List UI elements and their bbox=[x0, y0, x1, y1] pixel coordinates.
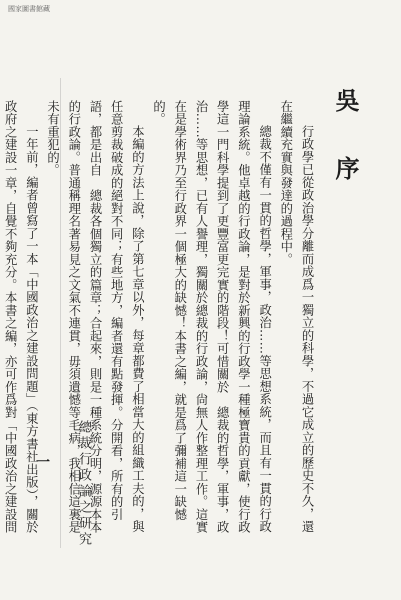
paragraph: 行政學已從政治學分離而成爲一獨立的科學，不過它成立的歷史不久，還在繼續充實與發達的過程中。 bbox=[278, 100, 314, 533]
preface-body bbox=[0, 100, 317, 540]
library-stamp: 國家圖書館藏 bbox=[8, 6, 50, 13]
paragraph: 本編的方法上說，除了第七章以外，每章都費了相當大的組織工夫的，與任意剪裁破成的絕對不同；有些地方，編者還有點發揮。分開看，所有的引語，都是出自 總裁各個獨立的篇章；合起來，則是一種系統分明，源源本本的行政論。普通稱理名著易見之文氣不連貫，毋須遺憾等毛病，我相信這裏是未有重犯的。 bbox=[45, 100, 145, 534]
paragraph: 總裁不僅有一貫的哲學，軍事，政治……等思想系統，而且有一貫的行政理論系統。他卓越的行政論，是對於新興的行政學一種極寶貴的貢獻，使行政學這一門科學提到了更豐富更完實的階段！可惜關於 總裁的哲學，軍事，政治……等思想，已有人譽理，獨關於總裁的行政論，尙無人作整理工作。這實在是學術界乃至行政界一個極大的缺憾！本書之編，就是爲了彌補這一缺憾的。 bbox=[151, 100, 272, 534]
book-title: 總裁行政論之研究 bbox=[76, 420, 91, 548]
page-number: 一 bbox=[36, 455, 50, 471]
preface-heading: 吳 序 bbox=[331, 88, 360, 190]
paragraph: 一年前，編者曾寫了一本「中國政治之建設問題」（東方書社出版），關於政府之建設一章，自覺不夠充分。本書之編，亦可作爲對「中國政治之建設問 bbox=[3, 100, 39, 534]
